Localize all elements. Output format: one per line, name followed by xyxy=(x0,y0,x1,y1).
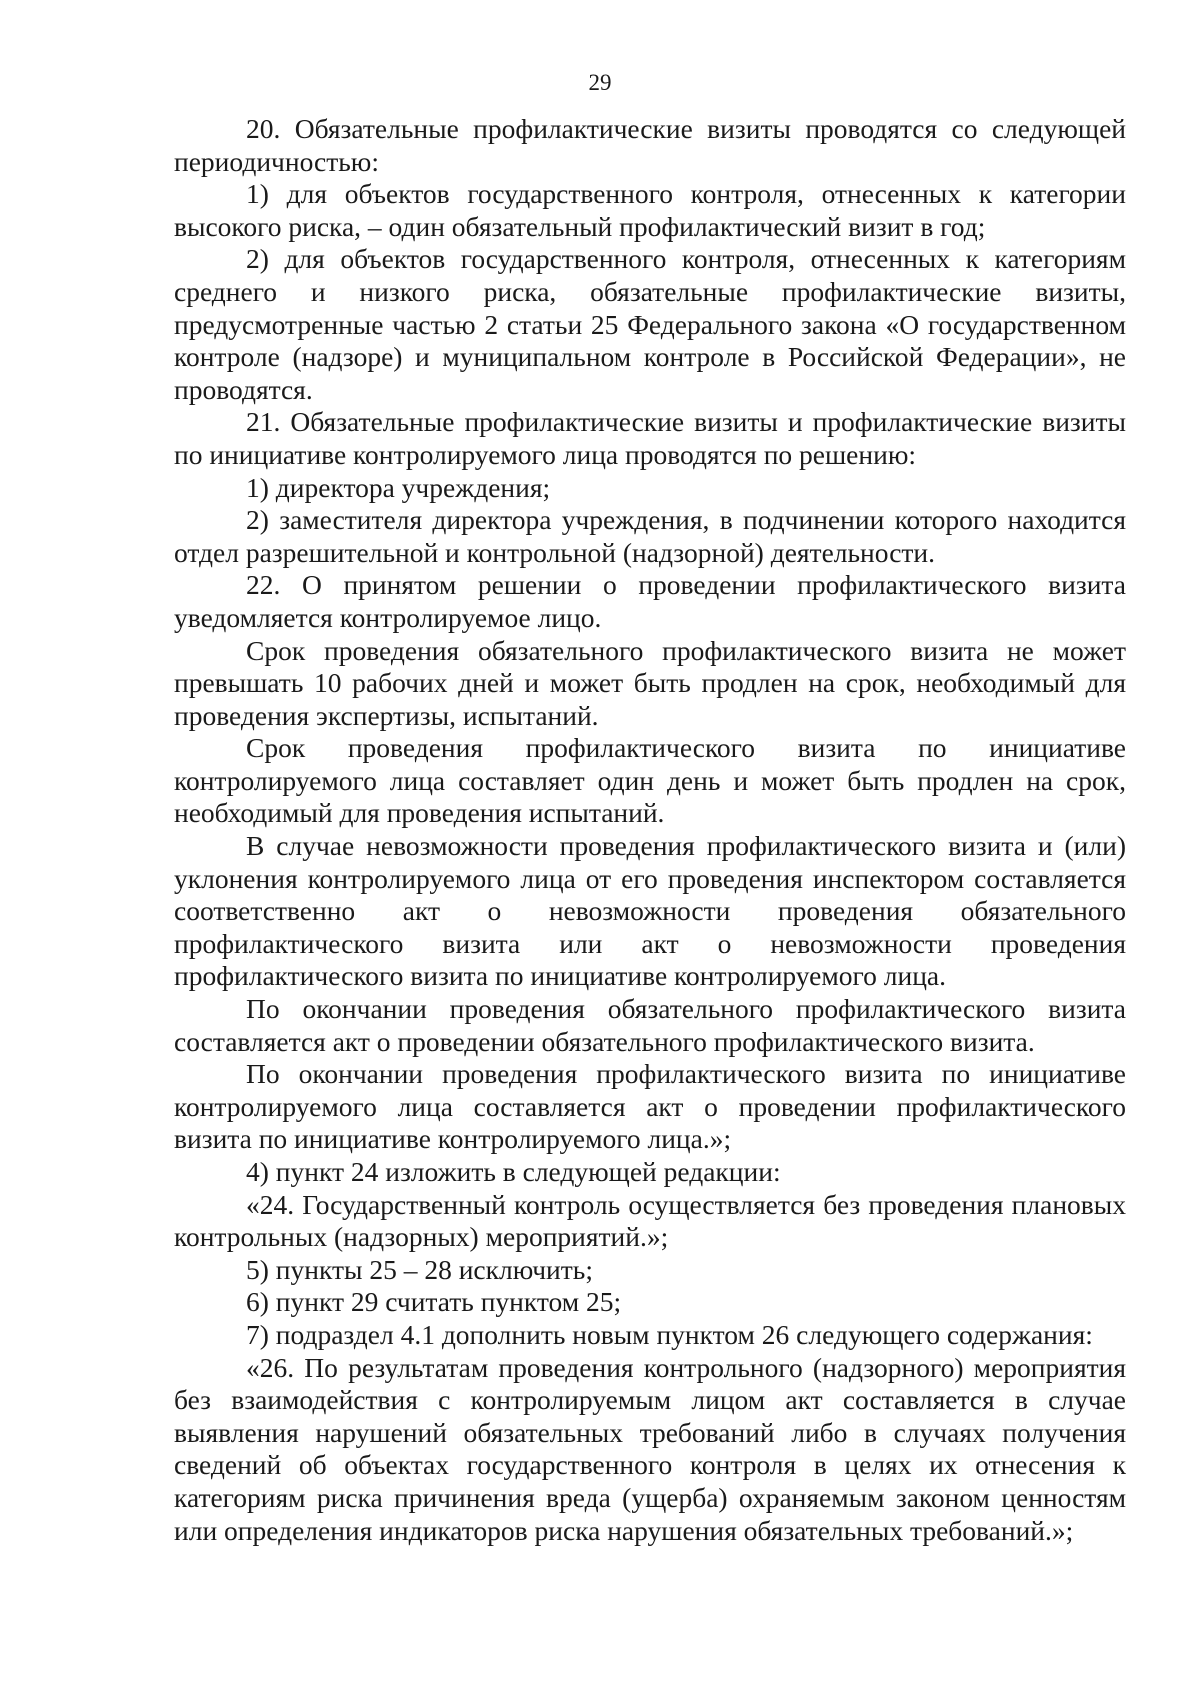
amendment-item-7: 7) подраздел 4.1 дополнить новым пунктом 26 следующего содержания: xyxy=(246,1318,1093,1350)
paragraph-mandatory-visit-term: Срок проведения обязательного профилактического визита не может превышать 10 рабочих дней и может быть продлен на срок, необходимый для проведения экспертизы, испытаний. xyxy=(174,634,1126,731)
paragraph-21: 21. Обязательные профилактические визиты и профилактические визиты по инициативе контролируемого лица проводятся по решению: xyxy=(174,406,1126,470)
document-body xyxy=(174,113,1126,1547)
paragraph-21-item-1: 1) директора учреждения; xyxy=(246,471,551,503)
paragraph-24: «24. Государственный контроль осуществляется без проведения плановых контрольных (надзорных) мероприятий.»; xyxy=(174,1188,1126,1253)
paragraph-impossibility-act: В случае невозможности проведения профилактического визита и (или) уклонения контролируемого лица от его проведения инспектором составляется соответственно акт о невозможности проведения обязательного профилактического визита или акт о невозможности проведения профилактического визита по инициативе контролируемого лица. xyxy=(174,830,1126,992)
paragraph-20-item-1: 1) для объектов государственного контроля, отнесенных к категории высокого риска, – один обязательный профилактический визит в год; xyxy=(174,178,1126,242)
paragraph-20: 20. Обязательные профилактические визиты проводятся со следующей периодичностью: xyxy=(174,113,1126,177)
page-number: 29 xyxy=(588,70,612,95)
amendment-item-5: 5) пункты 25 – 28 исключить; xyxy=(246,1253,593,1285)
paragraph-21-item-2: 2) заместителя директора учреждения, в подчинении которого находится отдел разрешительной и контрольной (надзорной) деятельности. xyxy=(174,504,1126,568)
paragraph-20-item-2: 2) для объектов государственного контроля, отнесенных к категориям среднего и низкого риска, обязательные профилактические визиты, предусмотренные частью 2 статьи 25 Федерального закона «О государственном контроле (надзоре) и муниципальном контроле в Российской Федерации», не проводятся. xyxy=(174,243,1126,405)
paragraph-mandatory-visit-act: По окончании проведения обязательного профилактического визита составляется акт о проведении обязательного профилактического визита. xyxy=(174,993,1126,1057)
amendment-item-4: 4) пункт 24 изложить в следующей редакции: xyxy=(246,1156,781,1187)
paragraph-22: 22. О принятом решении о проведении профилактического визита уведомляется контролируемое лицо. xyxy=(174,569,1126,633)
paragraph-26: «26. По результатам проведения контрольного (надзорного) мероприятия без взаимодействия с контролируемым лицом акт составляется в случае выявления нарушений обязательных требований либо в случаях получения сведений об объектах государственного контроля в целях их отнесения к категориям риска причинения вреда (ущерба) охраняемым законом ценностям или определения индикаторов риска нарушения обязательных требований.»; xyxy=(174,1351,1126,1546)
amendment-item-6: 6) пункт 29 считать пунктом 25; xyxy=(246,1286,622,1318)
paragraph-initiative-visit-act: По окончании проведения профилактического визита по инициативе контролируемого лица составляется акт о проведении профилактического визита по инициативе контролируемого лица.»; xyxy=(174,1058,1126,1155)
paragraph-initiative-visit-term: Срок проведения профилактического визита по инициативе контролируемого лица составляет один день и может быть продлен на срок, необходимый для проведения испытаний. xyxy=(174,732,1126,829)
